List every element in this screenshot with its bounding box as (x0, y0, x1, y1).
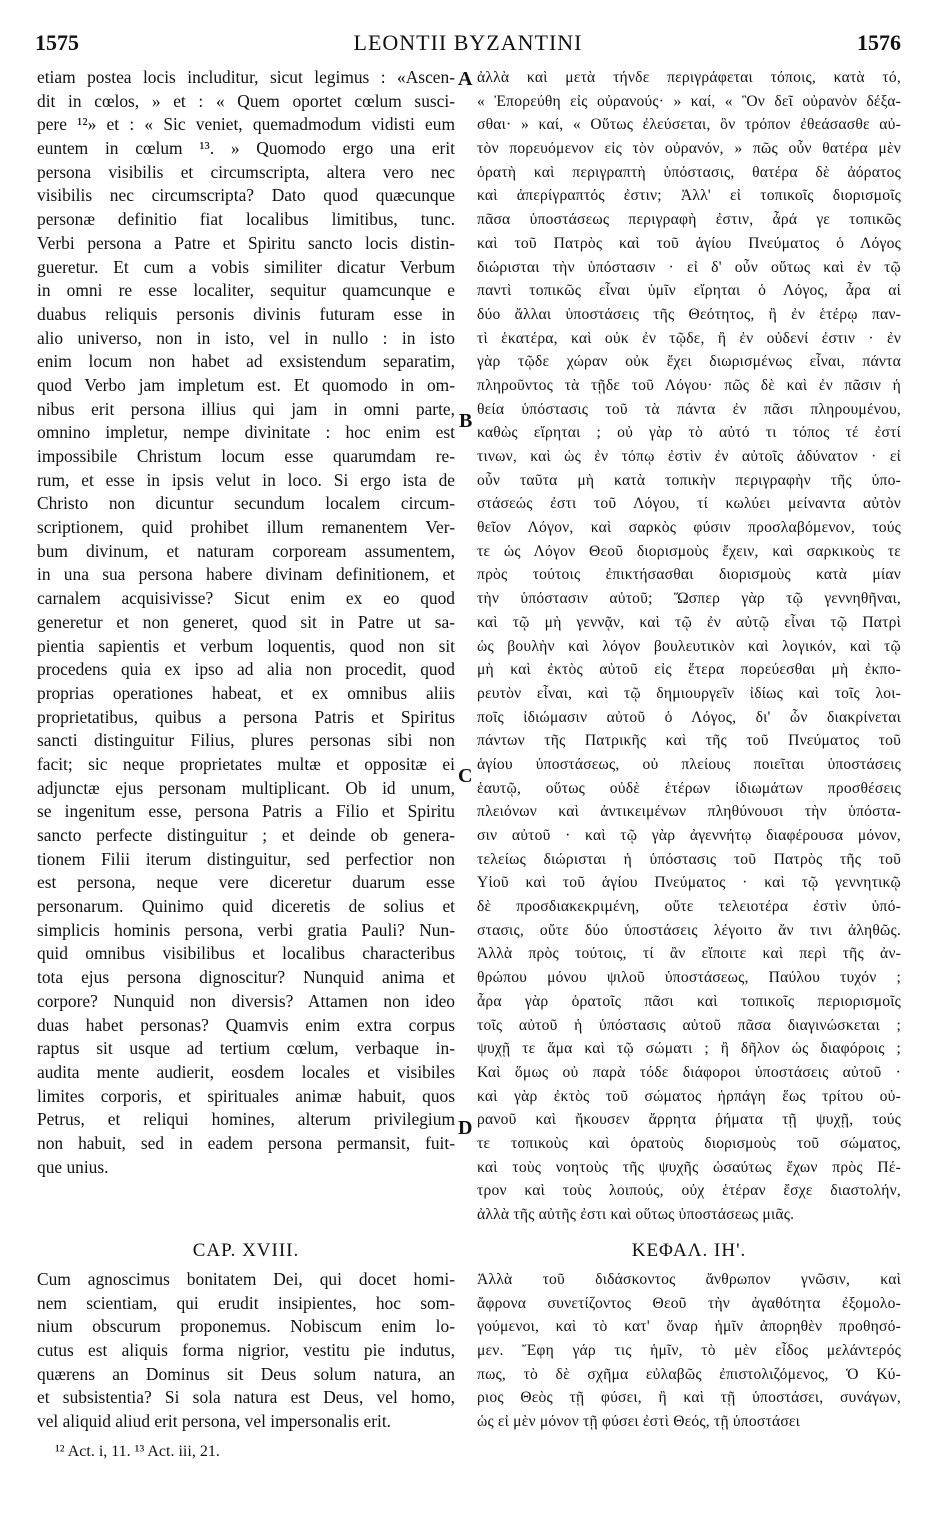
text-line: tionem Filii iterum distinguitur, sed perfectior non (37, 848, 455, 869)
footnotes: ¹² Act. i, 11. ¹³ Act. iii, 21. (55, 1443, 220, 1460)
text-line: τελείως διώρισται ἡ ὑπόστασις τοῦ Πατρὸς τῆς τοῦ (477, 850, 901, 868)
text-line: limites corporis, et spirituales animæ habuit, quos (37, 1085, 455, 1106)
text-line: personæ definitio fiat localibus limitibus, tunc. (37, 209, 455, 230)
text-line: scriptionem, quid prohibet illum remanentem Ver- (37, 517, 455, 538)
text-line: pientia sapientis et verbum loquentis, quod non sit (37, 635, 455, 656)
text-line: πᾶσα ὑποστάσεως περιγραφὴ ἐστιν, ἆρά γε τοπικῶς (477, 211, 901, 229)
text-line: καὶ τοῦ Πατρὸς καὶ τοῦ ἁγίου Πνεύματος ὁ Λόγος (477, 234, 901, 252)
text-line: dit in cœlos, » et : « Quem oportet cœlum susci- (37, 90, 455, 111)
text-line: sancto perfecte distinguitur ; et deinde ob genera- (37, 825, 455, 845)
text-line: τε τοπικοὺς καὶ ὁρατοὺς διορισμοὺς τοῦ σώματος, (477, 1134, 901, 1152)
text-line: visibilis nec circumscripta? Dato quod quæcunque (37, 185, 455, 206)
page-number-right: 1576 (857, 30, 901, 55)
chapter-line: et subsistentia? Si sola natura est Deus, vel homo, (37, 1387, 455, 1408)
text-line: καθὼς εἴρηται ; οὐ γὰρ τὸ αὐτό τι τόπος τέ ἐστί (477, 424, 901, 442)
text-line: rum, et esse in ipsis velut in loco. Si ergo ista de (37, 469, 455, 490)
chapter-line: ἄφρονα συνετίζοντος Θεοῦ τὴν ἀγαθότητα ἐξομολο- (477, 1294, 901, 1312)
running-title: LEONTII BYZANTINI (353, 30, 583, 55)
text-line: « Ἐπορεύθη εἰς οὐρανούς· » καί, « Ὃν δεῖ οὐρανὸν δέξα- (477, 92, 901, 110)
text-line: bum divinum, et naturam corpoream assumentem, (37, 540, 455, 561)
latin-column (37, 66, 455, 1179)
greek-column (477, 66, 901, 1227)
text-line: etiam postea locis includitur, sicut legimus : «Ascen- (37, 67, 455, 87)
text-line: γὰρ τῷδε χώραν οὐκ ἔχει διωρισμένως εἶναι, πάντα (477, 353, 901, 371)
text-line: τοῖς αὐτοῦ ἡ ὑπόστασις αὐτοῦ πᾶσα διαγινώσκεται ; (477, 1016, 901, 1034)
text-line: τὶ ἑκατέρα, καὶ οὐκ ἐν τῷδε, ἢ ἐν οὐδενί ἐστιν · ἐν (477, 329, 901, 347)
chapter-line: Ἀλλὰ τοῦ διδάσκοντος ἄνθρωπον γνῶσιν, καὶ (477, 1271, 901, 1288)
text-line: καὶ γὰρ ἐκτὸς τοῦ σώματος ἡρπάγη ἕως τρίτου οὐ- (477, 1087, 901, 1105)
chapter-title-latin: CAP. XVIII. (192, 1240, 300, 1261)
chapter-line: μεν. Ἔφη γάρ τις ἡμῖν, τὸ μὲν εἶδος μελάντερός (477, 1342, 901, 1360)
text-line: Petrus, et reliqui homines, alterum privilegium (37, 1109, 455, 1130)
margin-marker-c: C (458, 765, 473, 787)
text-line: ρευτὸν εἶναι, καὶ τῷ δημιουργεῖν ἰδίως καὶ τοῖς λοι- (477, 684, 901, 702)
text-line: Christo non dicuntur secundum localem circum- (37, 493, 455, 514)
text-line: quod Verbo jam impletum est. Et quomodo in om- (37, 374, 455, 395)
text-line: duas habet personas? Quamvis enim extra corpus (37, 1014, 455, 1035)
margin-marker-b: B (459, 410, 473, 432)
text-line: gueretur. Et cum a vobis similiter dicatur Verbum (37, 256, 455, 277)
text-line: personarum. Quinimo quid diceretis de solius et (37, 896, 455, 917)
text-line: ἆρα γὰρ ὁρατοῖς πᾶσι καὶ τοπικοῖς περιορισμοῖς (477, 992, 901, 1010)
text-line: στασις, οὔτε δύο ὑποστάσεις λέγοιτο ἄν τινι ἀληθῶς. (477, 921, 901, 939)
margin-marker-a: A (458, 68, 473, 90)
text-line: διώρισται τὴν ὑπόστασιν · εἰ δ' οὖν οὕτως καὶ ἐν τῷ (477, 258, 901, 276)
text-line: simplicis hominis persona, verbi gratia Pauli? Nun- (37, 919, 455, 940)
text-line: θεῖον Λόγον, καὶ σαρκὸς φύσιν προσλαβόμενον, τούς (477, 519, 901, 537)
text-line: ὡς βουλὴν καὶ λόγον βουλευτικὸν καὶ λογικόν, καὶ τῷ (477, 637, 901, 655)
chapter-line: γούμενοι, καὶ τὸ κατ' ὄναρ ἡμῖν ἀπορηθὲν προθησό- (477, 1318, 901, 1336)
text-line: Υἱοῦ καὶ τοῦ ἁγίου Πνεύματος · καὶ τῷ γεννητικῷ (477, 874, 901, 892)
text-line: καὶ ἀπερίγραπτός ἐστιν; Ἀλλ' εἰ τοπικοῖς διορισμοῖς (477, 187, 901, 205)
page-number-left: 1575 (35, 30, 79, 55)
chapter-line: quærens an Dominus sit Deus solum natura, an (37, 1363, 455, 1384)
text-line: pere ¹²» et : « Sic veniet, quemadmodum vidisti eum (37, 114, 455, 135)
text-line: tota ejus persona dignoscitur? Nunquid anima et (37, 967, 455, 988)
text-line: enim locum non habet ad exsistendum separatim, (37, 351, 455, 372)
text-line: persona visibilis et circumscripta, altera vero nec (37, 161, 455, 182)
chapter-line: Cum agnoscimus bonitatem Dei, qui docet homi- (37, 1269, 455, 1289)
text-line: δὲ προσδιακεκριμένη, οὔτε τελειοτέρα ἐστὶν ὑπό- (477, 898, 901, 916)
text-line: que unius. (37, 1156, 109, 1177)
text-line: θεία ὑπόστασις τοῦ τὰ πάντα ἐν πᾶσι πληρουμένου, (477, 400, 901, 418)
text-line: τε ὡς Λόγον Θεοῦ διορισμοὺς ἔχειν, καὶ σαρκικοὺς τε (477, 542, 901, 560)
chapter-line: nem scientiam, qui erudit insipientes, hoc som- (37, 1292, 455, 1313)
text-line: euntem in cœlum ¹³. » Quomodo ergo una erit (37, 138, 455, 159)
margin-marker-d: D (458, 1117, 473, 1139)
text-line: πρὸς τούτοις ἐπικτήσασθαι διορισμοὺς κατὰ μίαν (477, 566, 901, 584)
chapter-text-latin (37, 1268, 455, 1434)
chapter-line: ριος Θεὸς τῇ φύσει, ἢ καὶ τῇ ὑποστάσει, συνάγων, (477, 1389, 901, 1407)
text-line: est persona, neque vere diceretur duarum esse (37, 872, 455, 893)
text-line: ἁγίου ὑποστάσεως, οὐ πλείους ποιεῖται ὑποστάσεις (477, 755, 901, 773)
text-line: σθαι· » καί, « Οὕτως ἐλεύσεται, ὃν τρόπον ἐθεάσασθε αὐ- (477, 116, 901, 134)
text-line: impossibile Christum locum esse quarumdam re- (37, 446, 455, 466)
text-line: ψυχῇ τε ἅμα καὶ τῷ σώματι ; ἢ δῆλον ὡς διαφόροις ; (477, 1040, 901, 1058)
text-line: raptus sit usque ad tertium cœlum, verbaque in- (37, 1038, 455, 1059)
text-line: ἀλλὰ τῆς αὐτῆς ἐστι καὶ οὕτως ὑποστάσεως μιᾶς. (477, 1206, 795, 1223)
text-line: τρον καὶ τοὺς λοιπούς, οὐχ ἑτέραν ἔσχε διαστολήν, (477, 1182, 901, 1200)
text-line: omnino impletur, nempe divinitate : hoc enim est (37, 422, 455, 443)
chapter-line: vel aliquid aliud erit persona, vel impersonalis erit. (37, 1411, 391, 1432)
text-line: alio universo, non in isto, vel in nullo : in isto (37, 327, 455, 348)
text-line: δύο ἄλλαι ὑποστάσεις τῆς Θεότητος, ἢ ἐν ἑτέρῳ παν- (477, 305, 901, 323)
text-line: in omni re esse localiter, sequitur quamcunque e (37, 280, 455, 301)
text-line: θρώπου μόνου ψιλοῦ ὑποστάσεως, Παύλου τυχόν ; (477, 969, 901, 987)
text-line: παντὶ τοπικῶς εἶναι ὑμῖν εἴρηται ὁ Λόγος, ἆρα αἱ (477, 282, 901, 300)
text-line: ὁρατὴ καὶ περιγραπτὴ ὑπόστασις, θατέρα δὲ ἀόρατος (477, 163, 901, 181)
text-line: generetur et non generet, quod sit in Patre ut sa- (37, 611, 455, 632)
chapter-text-greek (477, 1268, 901, 1434)
text-line: non habuit, sed in eadem persona permansit, fuit- (37, 1132, 455, 1153)
text-line: οὖν ταῦτα μὴ κατὰ τοπικὴν περιγραφὴν τῆς ὑπο- (477, 471, 901, 489)
text-line: σιν αὐτοῦ · καὶ τῷ γὰρ ἀγεννήτῳ διαφέρουσα μόνον, (477, 827, 901, 844)
text-line: sancti distinguitur Filius, plures personas sibi non (37, 730, 455, 751)
text-line: procedens quia ex ipso ad alia non procedit, quod (37, 659, 455, 680)
text-line: Καὶ ὅμως οὐ παρὰ τόδε διάφοροι ὑποστάσεις αὐτοῦ · (477, 1063, 901, 1081)
text-line: ἀλλὰ καὶ μετὰ τήνδε περιγράφεται τόποις, κατὰ τό, (477, 69, 901, 86)
text-line: καὶ τοὺς νοητοὺς τῆς ψυχῆς ὡσαύτως ἔχων πρὸς Πέ- (477, 1158, 901, 1176)
text-line: μὴ καὶ ἐκτὸς αὐτοῦ εἰς ἕτερα πορεύεσθαι μὴ ἐκπο- (477, 661, 901, 679)
text-line: in una sua persona habere divinam definitionem, et (37, 564, 455, 585)
text-line: se ingenitum esse, persona Patris a Filio et Spiritu (37, 801, 455, 822)
text-line: proprias operationes habeat, et ex omnibus aliis (37, 682, 455, 703)
chapter-line: nium obscurum proponemus. Nobiscum enim lo- (37, 1316, 455, 1337)
chapter-line: πως, τὸ δὲ σχῆμα εὐλαβῶς ἐπιστολιζόμενος, Ὁ Κύ- (477, 1365, 901, 1383)
page-header (35, 30, 901, 64)
text-line: duabus reliquis personis divinis futuram esse in (37, 303, 455, 324)
chapter-line: ὡς εἰ μὲν μόνον τῇ φύσει ἐστὶ Θεός, τῇ ὑποστάσει (477, 1413, 801, 1431)
text-line: τινων, καὶ ὡς ἐν τόπῳ ἐστὶν ἐν αὐτοῖς ἀδύνατον · εἰ (477, 448, 901, 465)
text-line: ρανοῦ καὶ ἤκουσεν ἄρρητα ῥήματα τῇ ψυχῇ, τούς (477, 1111, 901, 1129)
text-line: corpore? Nunquid non diversis? Attamen non ideo (37, 990, 455, 1011)
text-line: quid omnibus visibilibus et localibus characteribus (37, 943, 455, 964)
text-line: καὶ τῷ μὴ γεννᾷν, καὶ τῷ ἐν αὐτῷ εἶναι τῷ Πατρὶ (477, 613, 901, 631)
text-line: proprietatibus, quibus a persona Patris et Spiritus (37, 706, 455, 727)
chapter-title-greek: ΚΕΦΑΛ. ΙΗ'. (631, 1240, 747, 1261)
text-line: adjunctæ ejus personam multiplicant. Ob id unum, (37, 777, 455, 798)
text-line: τὴν ὑπόστασιν αὐτοῦ; Ὥσπερ γὰρ τῷ γεννηθῆναι, (477, 590, 901, 608)
text-line: πάντων τῆς Πατρικῆς καὶ τῆς τοῦ Πνεύματος τοῦ (477, 732, 901, 750)
text-line: facit; sic neque proprietates multæ et oppositæ ei (37, 753, 455, 774)
text-line: τὸν πορευόμενον εἰς τὸν οὐρανόν, » πῶς οὖν θατέρα μὲν (477, 140, 901, 158)
text-line: ποῖς ἰδιώμασιν αὐτοῦ ὁ Λόγος, δι' ὧν διακρίνεται (477, 708, 901, 726)
text-line: πλειόνων καὶ ἀντικειμένων πληθύνουσι τὴν ὑπόστα- (477, 803, 901, 821)
text-line: πληροῦντος τὰ τῇδε τοῦ Λόγου· πῶς δὲ καὶ ἐν πᾶσιν ἡ (477, 376, 901, 394)
text-line: ἑαυτῷ, οὕτως οὐδὲ ἑτέρων ἰδιωμάτων προσθέσεις (477, 779, 901, 797)
text-line: audita mente audierit, eosdem locales et visibiles (37, 1061, 455, 1082)
text-line: στάσεώς ἐστι τοῦ Λόγου, τί κωλύει μείναντα αὐτὸν (477, 495, 901, 513)
text-line: nibus erit persona illius qui jam in omni parte, (37, 398, 455, 419)
text-line: carnalem acquisivisse? Sicut enim ex eo quod (37, 588, 455, 609)
text-line: Verbi persona a Patre et Spiritu sancto locis distin- (37, 232, 455, 253)
text-line: Ἀλλὰ πρὸς τούτοις, τί ἂν εἴποιτε καὶ περὶ τῆς ἀν- (477, 945, 901, 963)
chapter-line: cutus est aliquis forma nigrior, vestitu pie indutus, (37, 1340, 455, 1361)
